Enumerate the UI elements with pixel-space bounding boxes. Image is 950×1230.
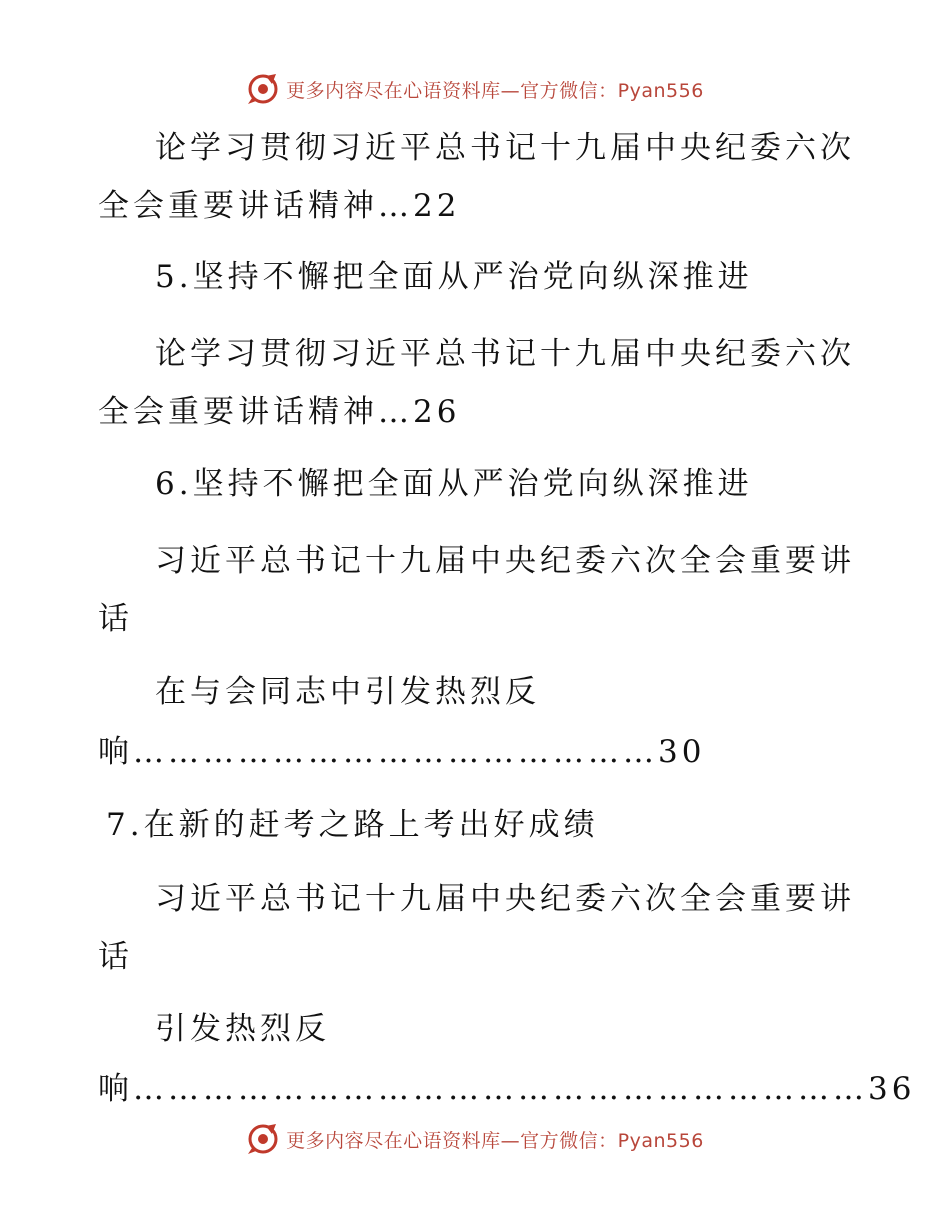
toc-line: 7.在新的赶考之路上考出好成绩 (106, 807, 599, 843)
toc-line: 响………………………………………………………36 (98, 1071, 916, 1107)
header-watermark (0, 71, 950, 107)
toc-line: 话 (98, 601, 133, 637)
toc-line: 全会重要讲话精神…22 (98, 188, 461, 224)
footer-watermark (0, 1121, 950, 1157)
toc-line: 习近平总书记十九届中央纪委六次全会重要讲 (155, 543, 855, 579)
logo-icon (246, 72, 280, 106)
toc-line: 在与会同志中引发热烈反 (155, 674, 540, 710)
toc-line: 全会重要讲话精神…26 (98, 394, 461, 430)
toc-line: 引发热烈反 (155, 1011, 330, 1047)
logo-icon (246, 1122, 280, 1156)
toc-line: 论学习贯彻习近平总书记十九届中央纪委六次 (155, 130, 855, 166)
toc-line: 5.坚持不懈把全面从严治党向纵深推进 (155, 259, 753, 295)
toc-line: 论学习贯彻习近平总书记十九届中央纪委六次 (155, 336, 855, 372)
watermark-text: 更多内容尽在心语资料库—官方微信：Pyan556 (286, 1129, 704, 1152)
toc-line: 习近平总书记十九届中央纪委六次全会重要讲 (155, 881, 855, 917)
toc-line: 响………………………………………30 (98, 734, 706, 770)
watermark-text: 更多内容尽在心语资料库—官方微信：Pyan556 (286, 79, 704, 102)
toc-line: 6.坚持不懈把全面从严治党向纵深推进 (155, 466, 753, 502)
toc-line: 话 (98, 939, 133, 975)
